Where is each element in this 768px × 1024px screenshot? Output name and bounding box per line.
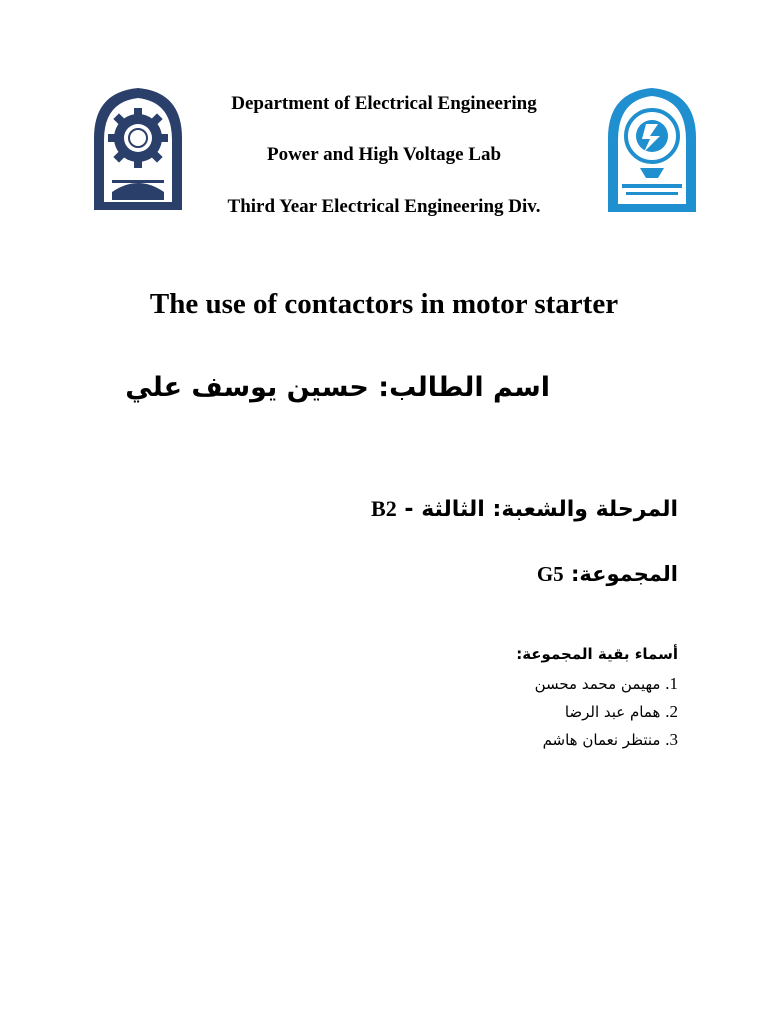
member-number: 3.	[665, 730, 678, 749]
group-line	[537, 558, 678, 590]
list-item	[535, 670, 678, 698]
other-members-heading: أسماء بقية المجموعة:	[516, 645, 678, 663]
group-value: G5	[536, 562, 564, 586]
member-name: همام عبد الرضا	[564, 703, 661, 721]
stage-section: B2	[371, 496, 397, 521]
list-item	[535, 726, 678, 754]
member-number: 1.	[665, 674, 678, 693]
stage-separator: -	[404, 497, 414, 522]
members-list	[535, 670, 678, 754]
group-label: المجموعة:	[570, 562, 678, 586]
report-title: The use of contactors in motor starter	[149, 288, 619, 320]
division-name: Third Year Electrical Engineering Div.	[227, 196, 541, 217]
stage-line	[371, 492, 678, 527]
student-line	[125, 368, 550, 408]
member-name: منتظر نعمان هاشم	[542, 731, 661, 749]
student-name: حسين يوسف علي	[125, 372, 369, 403]
member-name: مهيمن محمد محسن	[534, 675, 661, 693]
list-item	[535, 698, 678, 726]
department-name: Department of Electrical Engineering	[231, 93, 537, 114]
student-label: اسم الطالب:	[378, 372, 550, 403]
lab-name: Power and High Voltage Lab	[266, 144, 502, 165]
stage-label: المرحلة والشعبة:	[492, 497, 678, 522]
stage-value: الثالثة	[421, 497, 485, 522]
member-number: 2.	[665, 702, 678, 721]
